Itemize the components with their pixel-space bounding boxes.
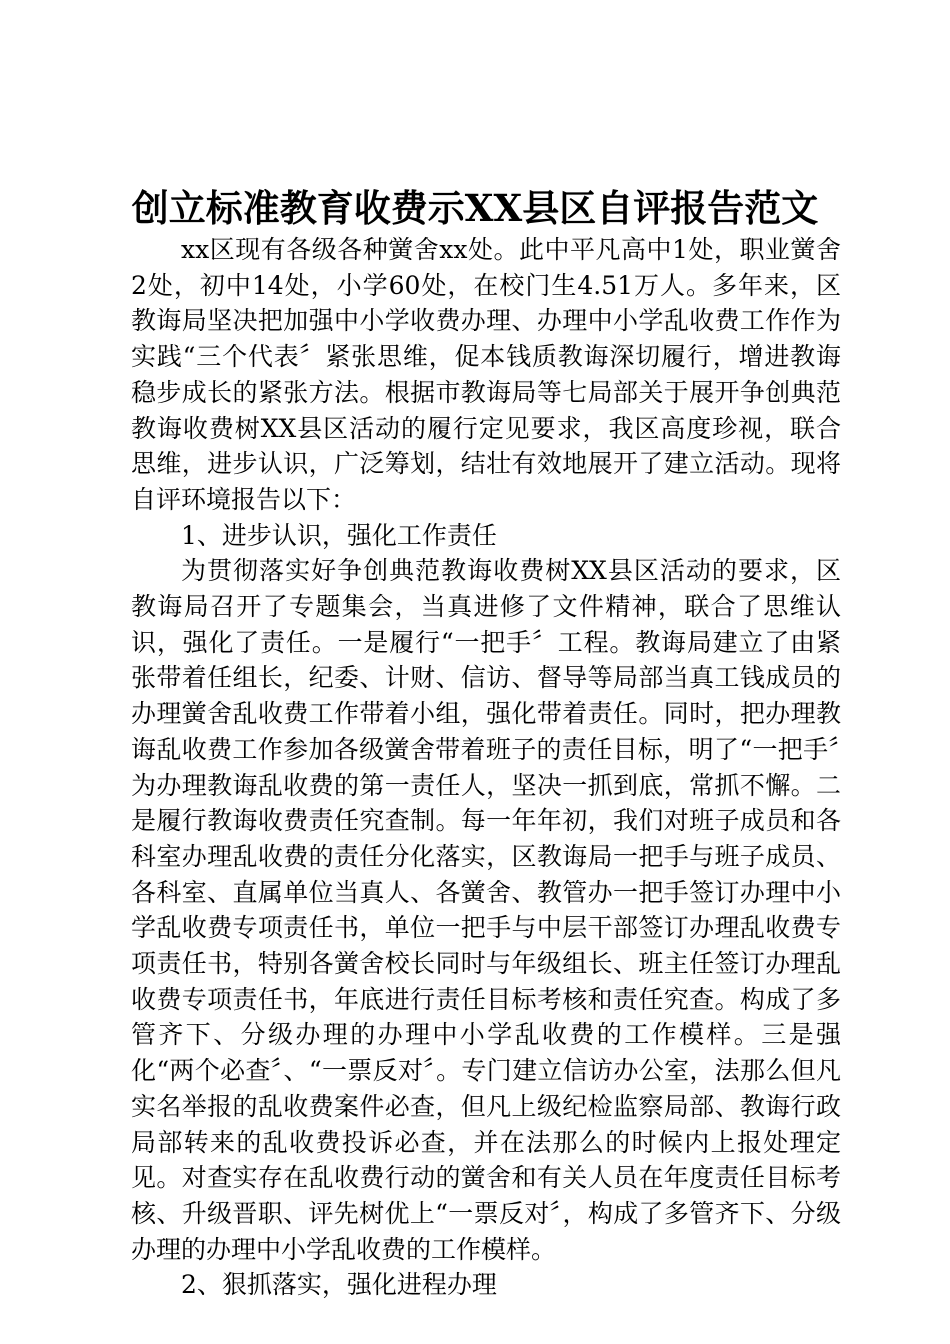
section-heading-2: 2、狠抓落实，强化进程办理 bbox=[181, 1270, 497, 1300]
document-body bbox=[131, 232, 841, 1303]
paragraph-intro: xx区现有各级各种黉舍xx处。此中平凡高中1处，职业黉舍2处，初中14处，小学60处，在校门生4.51万人。多年来，区教诲局坚决把加强中小学收费办理、办理中小学乱收费工作作为实践“三个代表〞紧张思维，促本钱质教诲深切履行，增进教诲稳步成长的紧张方法。根据市教诲局等七局部关于展开争创典范教诲收费树XX县区活动的履行定见要求，我区高度珍视，联合思维，进步认识，广泛筹划，结壮有效地展开了建立活动。现将自评环境报告以下： bbox=[131, 235, 841, 514]
section-heading-1: 1、进步认识，强化工作责任 bbox=[181, 520, 497, 550]
paragraph-section-1: 为贯彻落实好争创典范教诲收费树XX县区活动的要求，区教诲局召开了专题集会，当真进修了文件精神，联合了思维认识，强化了责任。一是履行“一把手〞工程。教诲局建立了由紧张带着任组长，纪委、计财、信访、督导等局部当真工钱成员的办理黉舍乱收费工作带着小组，强化带着责任。同时，把办理教诲乱收费工作参加各级黉舍带着班子的责任目标，明了“一把手〞为办理教诲乱收费的第一责任人，坚决一抓到底，常抓不懈。二是履行教诲收费责任究查制。每一年年初，我们对班子成员和各科室办理乱收费的责任分化落实，区教诲局一把手与班子成员、各科室、直属单位当真人、各黉舍、教管办一把手签订办理中小学乱收费专项责任书，单位一把手与中层干部签订办理乱收费专项责任书，特别各黉舍校长同时与年级组长、班主任签订办理乱收费专项责任书，年底进行责任目标考核和责任究查。构成了多管齐下、分级办理的办理中小学乱收费的工作模样。三是强化“两个必查〞、“一票反对〞。专门建立信访办公室，法那么但凡实名举报的乱收费案件必查，但凡上级纪检监察局部、教诲行政局部转来的乱收费投诉必查，并在法那么的时候内上报处理定见。对查实存在乱收费行动的黉舍和有关人员在年度责任目标考核、升级晋职、评先树优上“一票反对〞，构成了多管齐下、分级办理的办理中小学乱收费的工作模样。 bbox=[131, 556, 841, 1264]
document-title: 创立标准教育收费示XX县区自评报告范文 bbox=[131, 186, 819, 230]
